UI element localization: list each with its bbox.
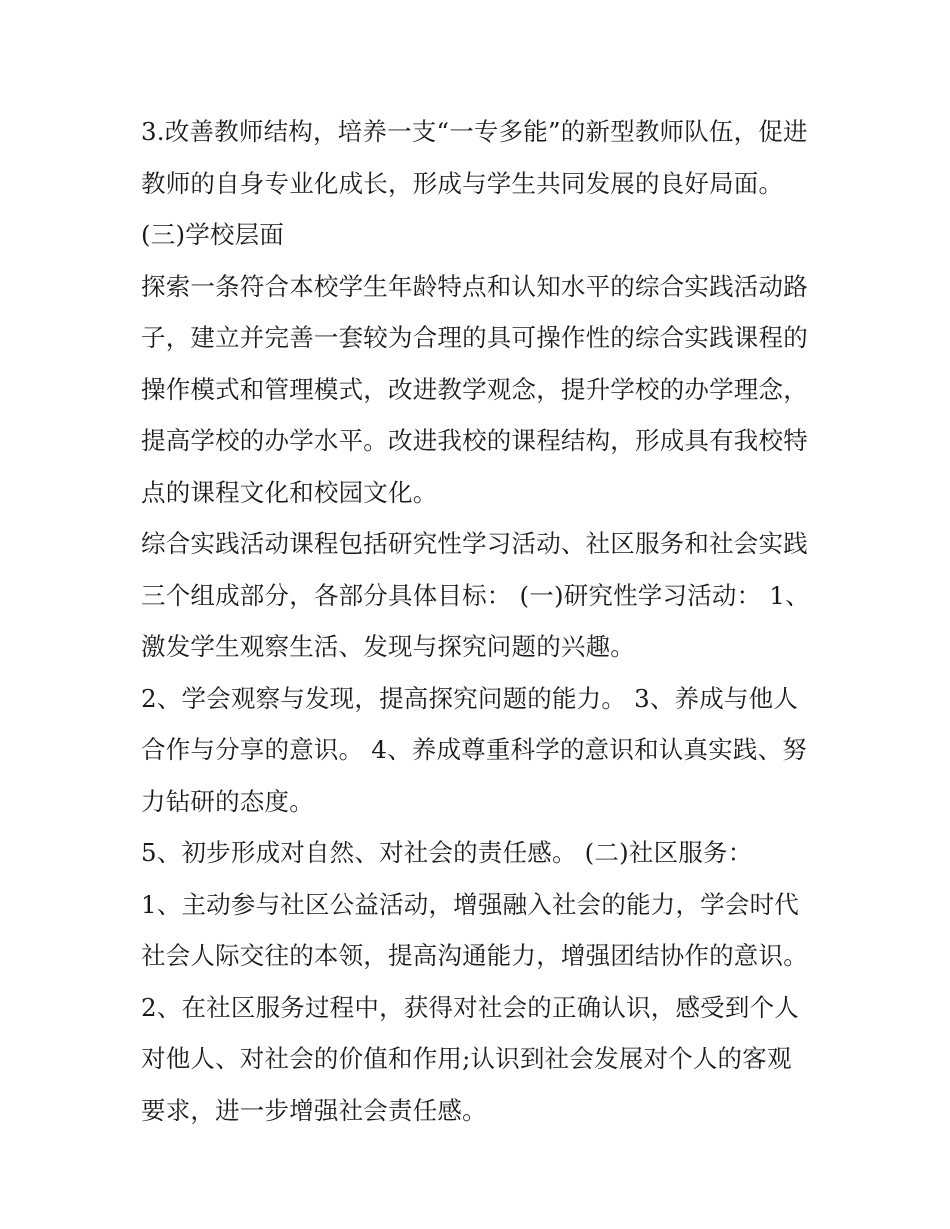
text-line: 2、在社区服务过程中，获得对社会的正确认识，感受到个人 bbox=[141, 992, 799, 1022]
text-line: 社会人际交往的本领，提高沟通能力，增强团结协作的意识。 bbox=[141, 941, 808, 970]
text-line: 对他人、对社会的价值和作用;认识到社会发展对个人的客观 bbox=[141, 1044, 792, 1073]
text-line: 提高学校的办学水平。改进我校的课程结构，形成具有我校特 bbox=[141, 426, 808, 455]
text-line: 子，建立并完善一套较为合理的具可操作性的综合实践课程的 bbox=[141, 323, 808, 352]
text-line: 要求，进一步增强社会责任感。 bbox=[141, 1095, 487, 1125]
text-line: 3.改善教师结构，培养一支“一专多能”的新型教师队伍，促进 bbox=[141, 117, 808, 146]
text-line: 操作模式和管理模式，改进教学观念，提升学校的办学理念， bbox=[141, 374, 808, 404]
section-heading: (三)学校层面 bbox=[141, 220, 285, 249]
text-line: 三个组成部分，各部分具体目标： (一)研究性学习活动： 1、 bbox=[141, 580, 810, 610]
text-line: 2、学会观察与发现，提高探究问题的能力。 3、养成与他人 bbox=[141, 683, 799, 713]
text-line: 点的课程文化和校园文化。 bbox=[141, 477, 438, 507]
text-line: 合作与分享的意识。 4、养成尊重科学的意识和认真实践、努 bbox=[141, 735, 807, 764]
text-line: 综合实践活动课程包括研究性学习活动、社区服务和社会实践 bbox=[141, 529, 808, 558]
text-line: 探索一条符合本校学生年龄特点和认知水平的综合实践活动路 bbox=[141, 271, 808, 301]
text-line: 1、主动参与社区公益活动，增强融入社会的能力，学会时代 bbox=[141, 889, 799, 919]
text-line: 力钻研的态度。 bbox=[141, 786, 314, 816]
text-line: 5、初步形成对自然、对社会的责任感。 (二)社区服务： bbox=[141, 838, 753, 867]
text-line: 教师的自身专业化成长，形成与学生共同发展的良好局面。 bbox=[141, 168, 784, 198]
document-body bbox=[141, 106, 821, 1136]
text-line: 激发学生观察生活、发现与探究问题的兴趣。 bbox=[141, 632, 635, 661]
